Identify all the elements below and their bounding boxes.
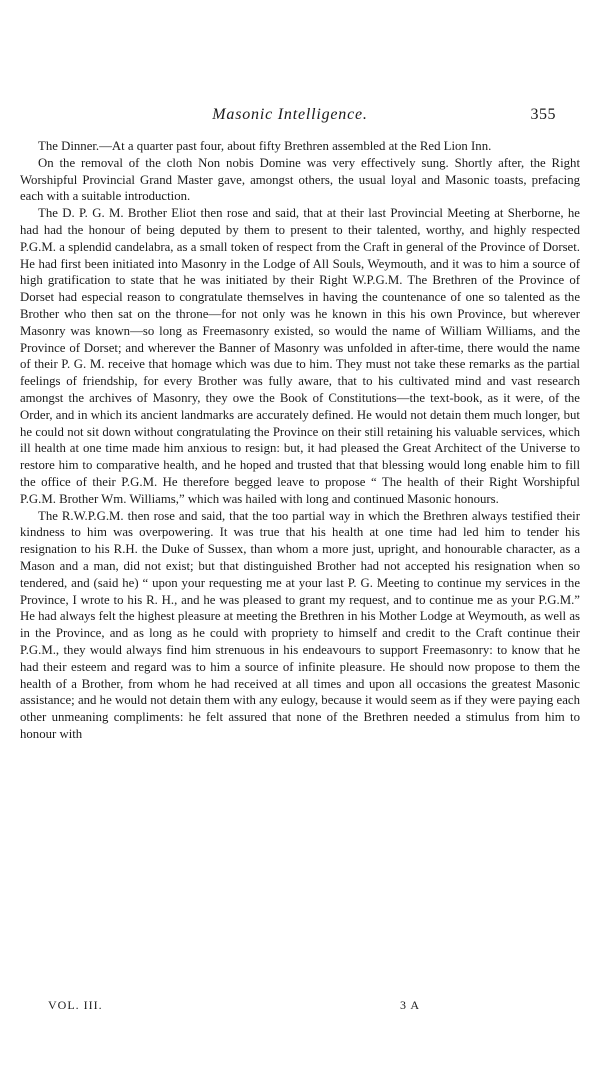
- book-page: [20, 0, 580, 1078]
- paragraph-rwpgm-reply: The R.W.P.G.M. then rose and said, that the too partial way in which the Brethren always testified their kindness to him was overpowering. It was true that his health at one time had led him to tender his resignation to his R.H. the Duke of Sussex, than whom a more just, upright, and honourable character, as a Mason and a man, did not exist; but that distinguished Brother had not accepted his resignation when so tendered, and (said he) “ upon your requesting me at your last P. G. Meeting to continue my services in the Province, I wrote to his R. H., and he was pleased to grant my request, and to continue me as your P.G.M.” He had always felt the highest pleasure at meeting the Brethren in his Mother Lodge at Weymouth, as well as in the Province, and as long as he could with propriety to himself and credit to the Craft continue their P.G.M., they would always find him strenuous in his endeavours to support Freemasonry: to know that he had their esteem and regard was to him a source of infinite pleasure. He should now propose to them the health of a Brother, from whom he had received at all times and upon all occasions the greatest Masonic assistance; and he would not detain them with any eulogy, because it would seem as if they were paying each other unmeaning compliments: he felt assured that none of the Brethren needed a stimulus from him to honour with: [20, 508, 580, 741]
- volume-label: VOL. III.: [48, 998, 103, 1012]
- signature-mark: 3 A: [400, 998, 421, 1012]
- running-header: [20, 106, 580, 130]
- article-body: [20, 138, 580, 743]
- page-number: 355: [530, 106, 556, 123]
- paragraph-dinner: The Dinner.—At a quarter past four, about fifty Brethren assembled at the Red Lion Inn.: [38, 139, 492, 153]
- running-title: Masonic Intelligence.: [212, 106, 368, 123]
- page-footer: [20, 998, 580, 1016]
- paragraph-dpgm-speech: The D. P. G. M. Brother Eliot then rose and said, that at their last Provincial Meeting at Sherborne, he had had the honour of being deputed by them to present to their talented, worthy, and highly respected P.G.M. a splendid candelabra, as a small token of respect from the Craft in general of the Province of Dorset. He had first been initiated into Masonry in the Lodge of All Souls, Weymouth, and it was to him a source of high gratification to state that he was initiated by their Right W.P.G.M. The Brethren of the Province of Dorset had especial reason to congratulate themselves in having the countenance of one so talented as the Brother who then sat on the throne—for not only was he known in this his own Province, but wherever Masonry was known—so long as Freemasonry existed, so would the name of William Williams, and the Province of Dorset; and wherever the Banner of Masonry was unfolded in after-time, there would the name of their P. G. M. receive that homage which was due to him. They must not take these remarks as the partial feelings of friendship, for every Brother was fully aware, that to his cultivated mind and vast research amongst the archives of Masonry, they owe the Book of Constitutions—the text-book, as it were, of the Order, and in which its ancient landmarks are accurately defined. He would not detain them much longer, but he could not sit down without congratulating the Province on their still retaining his valuable services, which ill health at one time made him anxious to resign: but, it had pleased the Great Architect of the Universe to restore him to comparative health, and he hoped and trusted that that blessing would long enable him to fill the office of their P.G.M. He therefore begged leave to propose “ The health of their Right Worshipful P.G.M. Brother Wm. Williams,” which was hailed with long and continued Masonic honours.: [20, 206, 580, 506]
- paragraph-cloth-removal: On the removal of the cloth Non nobis Domine was very effectively sung. Shortly after, the Right Worshipful Provincial Grand Master gave, amongst others, the usual loyal and Masonic toasts, prefacing each with a suitable introduction.: [20, 155, 580, 204]
